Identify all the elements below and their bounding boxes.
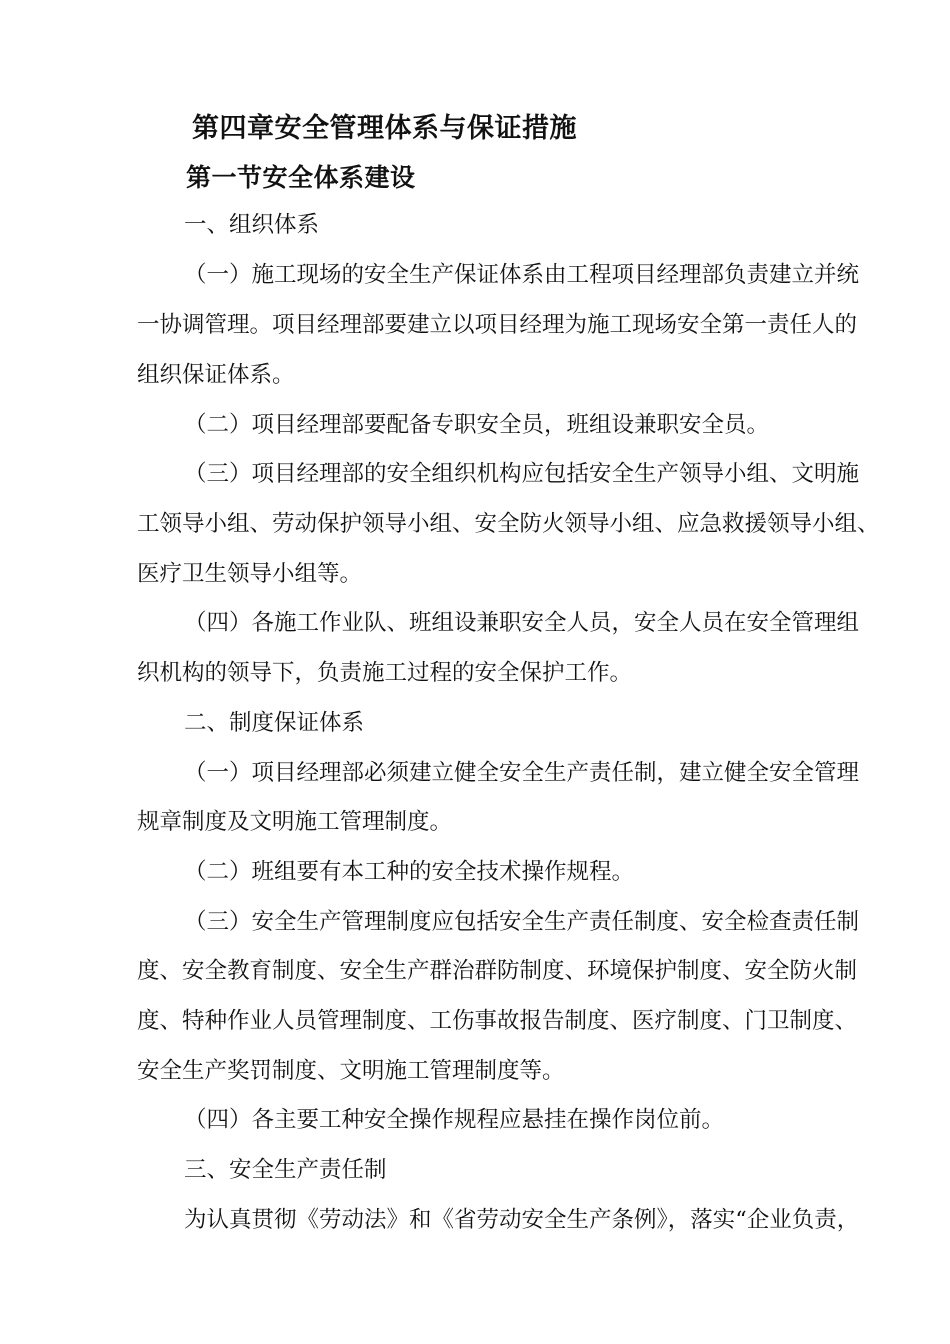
paragraph-line: （一）施工现场的安全生产保证体系由工程项目经理部负责建立并统 bbox=[184, 262, 860, 288]
paragraph-line: 规章制度及文明施工管理制度。 bbox=[137, 809, 453, 835]
chapter-title: 第四章安全管理体系与保证措施 bbox=[192, 113, 577, 144]
paragraph-line: 组织保证体系。 bbox=[137, 362, 295, 388]
paragraph-line: 为认真贯彻《劳动法》和《省劳动安全生产条例》，落实“企业负责， bbox=[184, 1207, 860, 1233]
heading-organization-system: 一、组织体系 bbox=[184, 212, 320, 238]
paragraph-line: 安全生产奖罚制度、文明施工管理制度等。 bbox=[137, 1058, 565, 1084]
paragraph-line: 度、特种作业人员管理制度、工伤事故报告制度、医疗制度、门卫制度、 bbox=[137, 1008, 858, 1034]
paragraph-line: 一协调管理。项目经理部要建立以项目经理为施工现场安全第一责任人的 bbox=[137, 312, 858, 338]
paragraph-line: 医疗卫生领导小组等。 bbox=[137, 561, 363, 587]
paragraph-line: 工领导小组、劳动保护领导小组、安全防火领导小组、应急救援领导小组、 bbox=[137, 511, 880, 537]
paragraph-line: （二）项目经理部要配备专职安全员，班组设兼职安全员。 bbox=[184, 412, 770, 438]
paragraph-line: 织机构的领导下，负责施工过程的安全保护工作。 bbox=[137, 660, 633, 686]
paragraph-line: （四）各主要工种安全操作规程应悬挂在操作岗位前。 bbox=[184, 1107, 725, 1133]
heading-safety-responsibility: 三、安全生产责任制 bbox=[184, 1157, 387, 1183]
paragraph-line: （四）各施工作业队、班组设兼职安全人员，安全人员在安全管理组 bbox=[184, 610, 860, 636]
paragraph-line: （三）项目经理部的安全组织机构应包括安全生产领导小组、文明施 bbox=[184, 461, 860, 487]
section-title: 第一节安全体系建设 bbox=[186, 163, 416, 192]
paragraph-line: （三）安全生产管理制度应包括安全生产责任制度、安全检查责任制 bbox=[184, 909, 860, 935]
heading-system-guarantee: 二、制度保证体系 bbox=[184, 710, 365, 736]
paragraph-line: 度、安全教育制度、安全生产群治群防制度、环境保护制度、安全防火制 bbox=[137, 958, 858, 984]
paragraph-line: （一）项目经理部必须建立健全安全生产责任制，建立健全安全管理 bbox=[184, 760, 860, 786]
paragraph-line: （二）班组要有本工种的安全技术操作规程。 bbox=[184, 859, 635, 885]
